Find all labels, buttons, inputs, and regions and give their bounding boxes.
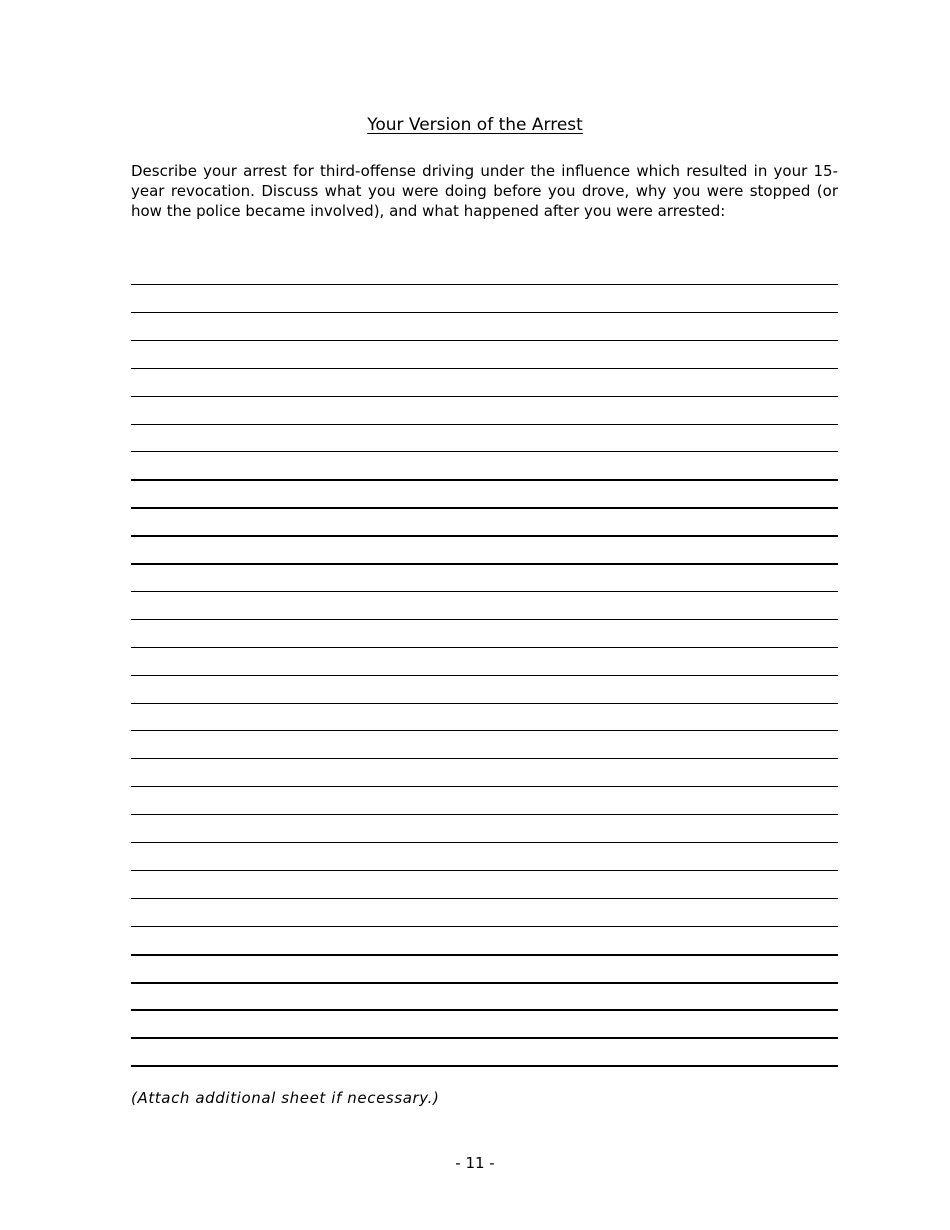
answer-line[interactable] bbox=[131, 535, 838, 537]
answer-line[interactable] bbox=[131, 982, 838, 984]
answer-line[interactable] bbox=[131, 396, 838, 397]
answer-line[interactable] bbox=[131, 563, 838, 565]
answer-lines-area[interactable] bbox=[131, 284, 838, 1084]
answer-line[interactable] bbox=[131, 1037, 838, 1039]
answer-line[interactable] bbox=[131, 758, 838, 759]
answer-line[interactable] bbox=[131, 647, 838, 648]
answer-line[interactable] bbox=[131, 870, 838, 871]
answer-line[interactable] bbox=[131, 842, 838, 843]
answer-line[interactable] bbox=[131, 786, 838, 787]
answer-line[interactable] bbox=[131, 312, 838, 313]
answer-line[interactable] bbox=[131, 619, 838, 620]
page-title: Your Version of the Arrest bbox=[367, 115, 583, 135]
answer-line[interactable] bbox=[131, 451, 838, 452]
answer-line[interactable] bbox=[131, 340, 838, 341]
instructions-text: Describe your arrest for third-offense driving under the influence which resulted in your 15-year revocation. Discuss what you were doing before you drove, why you were stopped (or how the police became involved), and what happened after you were arrested: bbox=[131, 162, 838, 220]
answer-line[interactable] bbox=[131, 284, 838, 285]
answer-line[interactable] bbox=[131, 424, 838, 425]
answer-line[interactable] bbox=[131, 675, 838, 676]
answer-line[interactable] bbox=[131, 368, 838, 369]
answer-line[interactable] bbox=[131, 591, 838, 592]
answer-line[interactable] bbox=[131, 507, 838, 509]
page-number: - 11 - bbox=[455, 1154, 495, 1172]
answer-line[interactable] bbox=[131, 1009, 838, 1011]
answer-line[interactable] bbox=[131, 898, 838, 899]
answer-line[interactable] bbox=[131, 1065, 838, 1067]
answer-line[interactable] bbox=[131, 814, 838, 815]
answer-line[interactable] bbox=[131, 703, 838, 704]
answer-line[interactable] bbox=[131, 479, 838, 481]
answer-line[interactable] bbox=[131, 954, 838, 956]
attach-note: (Attach additional sheet if necessary.) bbox=[131, 1089, 440, 1107]
answer-line[interactable] bbox=[131, 730, 838, 731]
answer-line[interactable] bbox=[131, 926, 838, 927]
